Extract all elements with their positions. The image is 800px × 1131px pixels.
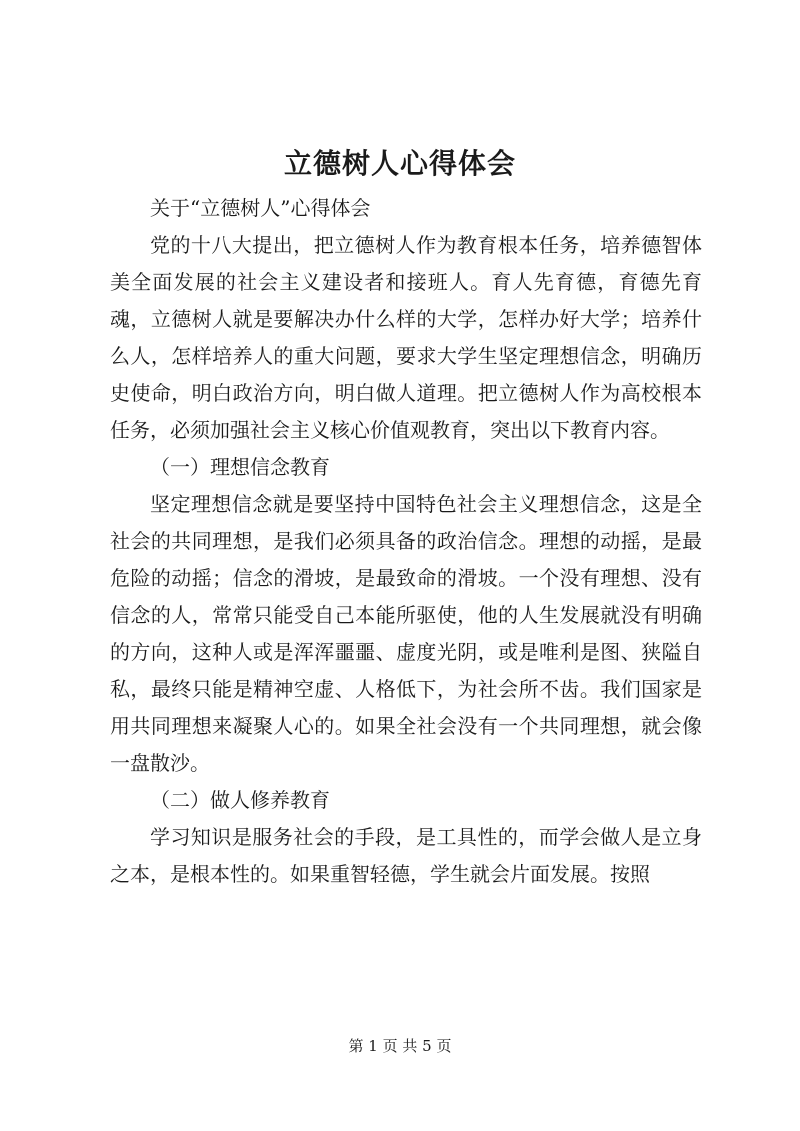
section-heading-ideals: （一）理想信念教育 (150, 455, 330, 479)
page-footer: 第 1 页 共 5 页 (348, 1037, 452, 1055)
paragraph-intro: 党的十八大提出，把立德树人作为教育根本任务，培养德智体美全面发展的社会主义建设者和接班人。育人先育德，育德先育魂，立德树人就是要解决办什么样的大学，怎样办好大学；培养什么人，怎样培养人的重大问题，要求大学生坚定理想信念，明确历史使命，明白政治方向，明白做人道理。把立德树人作为高校根本任务，必须加强社会主义核心价值观教育，突出以下教育内容。 (110, 233, 702, 442)
document-title: 立德树人心得体会 (283, 147, 516, 180)
document-subtitle: 关于“立德树人”心得体会 (150, 196, 371, 220)
document-body (110, 190, 702, 893)
section-heading-character: （二）做人修养教育 (150, 788, 330, 812)
paragraph-ideals: 坚定理想信念就是要坚持中国特色社会主义理想信念，这是全社会的共同理想，是我们必须具备的政治信念。理想的动摇，是最危险的动摇；信念的滑坡，是最致命的滑坡。一个没有理想、没有信念的人，常常只能受自己本能所驱使，他的人生发展就没有明确的方向，这种人或是浑浑噩噩、虚度光阴，或是唯利是图、狭隘自私，最终只能是精神空虚、人格低下，为社会所不齿。我们国家是用共同理想来凝聚人心的。如果全社会没有一个共同理想，就会像一盘散沙。 (110, 492, 702, 775)
paragraph-character: 学习知识是服务社会的手段，是工具性的，而学会做人是立身之本，是根本性的。如果重智轻德，学生就会片面发展。按照 (110, 825, 702, 886)
